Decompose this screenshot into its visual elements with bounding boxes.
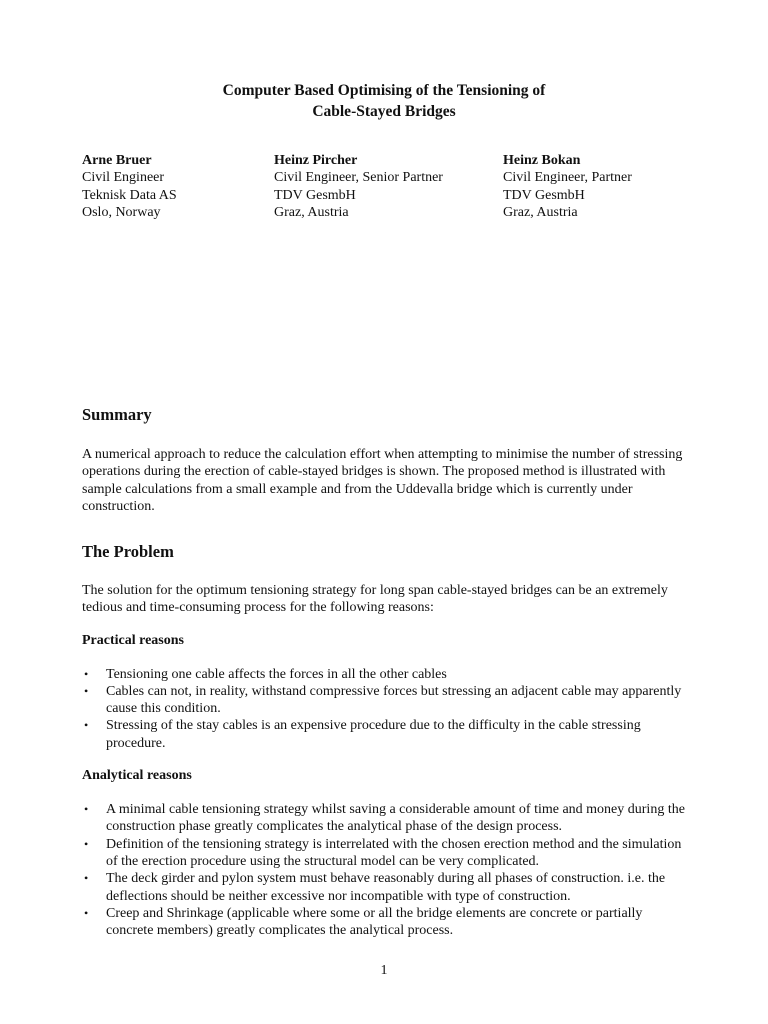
bullet-icon: • (84, 802, 89, 817)
practical-reasons-heading: Practical reasons (82, 632, 184, 648)
author-2 (274, 152, 443, 221)
title-line-1: Computer Based Optimising of the Tensioning of (222, 82, 546, 99)
list-item: • Tensioning one cable affects the forces in all the other cables (84, 666, 447, 682)
practical-reasons-list (82, 666, 692, 752)
title-line-2: Cable-Stayed Bridges (312, 103, 456, 120)
author-name: Heinz Pircher (274, 153, 358, 168)
bullet-icon: • (84, 666, 89, 681)
list-item: • Creep and Shrinkage (applicable where some or all the bridge elements are concrete or partially concrete members) greatly complicates the analytical process. (84, 905, 643, 939)
author-3 (503, 152, 632, 221)
author-1 (82, 152, 177, 221)
list-item: • The deck girder and pylon system must behave reasonably during all phases of construction. i.e. the deflections should be neither excessive nor incompatible with type of construction. (84, 871, 666, 904)
analytical-reasons-list (82, 801, 692, 939)
author-company: TDV GesmbH (503, 187, 585, 203)
author-name: Arne Bruer (82, 153, 152, 168)
bullet-icon: • (84, 871, 89, 886)
author-company: Teknisk Data AS (82, 187, 177, 203)
author-location: Graz, Austria (274, 204, 349, 220)
author-company: TDV GesmbH (274, 187, 356, 203)
list-item: • A minimal cable tensioning strategy whilst saving a considerable amount of time and money during the construction phase greatly complicates the analytical phase of the design process. (84, 802, 685, 835)
bullet-icon: • (84, 683, 89, 698)
page-number: 1 (380, 963, 388, 978)
problem-heading: The Problem (82, 542, 174, 561)
summary-heading: Summary (82, 405, 152, 424)
list-item: • Stressing of the stay cables is an expensive procedure due to the difficulty in the cable stressing procedure. (84, 718, 641, 751)
bullet-icon: • (84, 836, 89, 851)
summary-text: A numerical approach to reduce the calculation effort when attempting to minimise the number of stressing operations during the erection of cable-stayed bridges is shown. The proposed method is illustrated with sample calculations from a small example and from the Uddevalla bridge which is currently under construction. (82, 447, 683, 514)
author-name: Heinz Bokan (503, 153, 581, 168)
author-role: Civil Engineer (82, 170, 165, 186)
author-location: Oslo, Norway (82, 204, 161, 220)
bullet-icon: • (84, 718, 89, 733)
problem-intro: The solution for the optimum tensioning strategy for long span cable-stayed bridges can be an extremely tedious and time-consuming process for the following reasons: (82, 583, 668, 616)
list-item: • Cables can not, in reality, withstand compressive forces but stressing an adjacent cable may apparently cause this condition. (84, 683, 682, 717)
analytical-reasons-heading: Analytical reasons (82, 768, 192, 784)
list-item: • Definition of the tensioning strategy is interrelated with the chosen erection method and the simulation of the erection procedure using the structural model can be very complicated. (84, 836, 682, 869)
author-role: Civil Engineer, Senior Partner (274, 170, 443, 186)
author-location: Graz, Austria (503, 204, 578, 220)
summary-section (82, 405, 692, 515)
page-title (0, 80, 768, 122)
author-role: Civil Engineer, Partner (503, 170, 632, 186)
problem-section (82, 542, 692, 939)
bullet-icon: • (84, 905, 89, 920)
